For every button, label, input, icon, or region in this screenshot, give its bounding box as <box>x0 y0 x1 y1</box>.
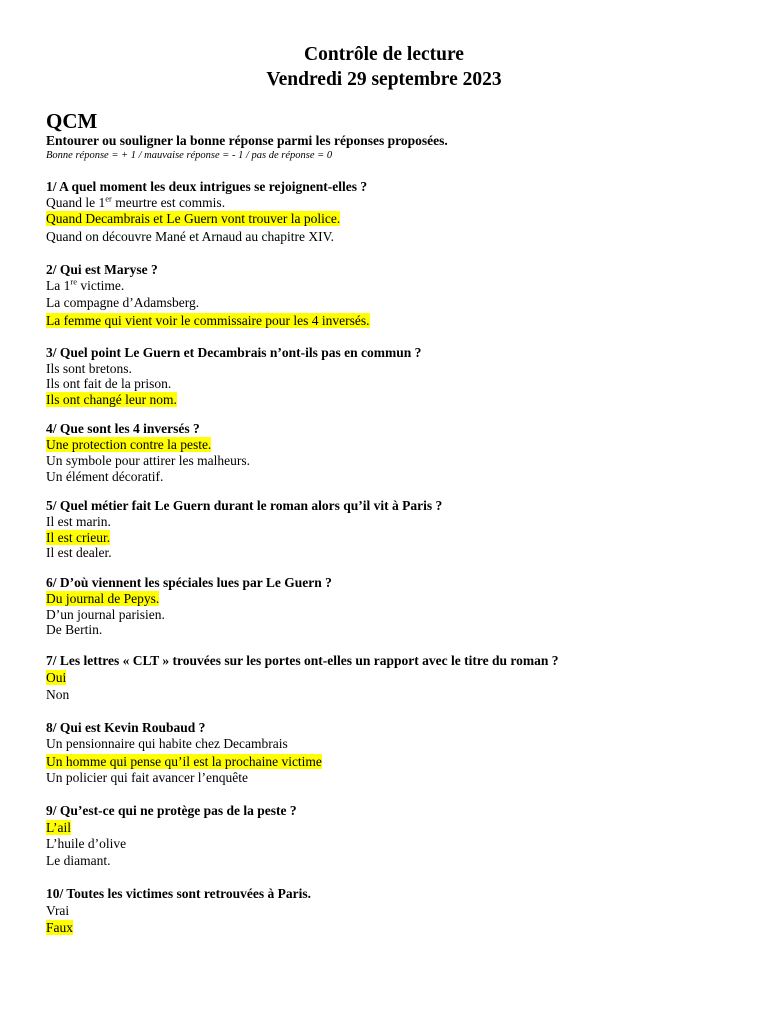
answer-option-correct[interactable] <box>46 392 177 408</box>
answer-option[interactable] <box>46 295 199 311</box>
answer-text: Faux <box>46 920 73 935</box>
answer-option-correct[interactable] <box>46 437 211 453</box>
answer-option[interactable] <box>46 687 69 703</box>
answer-text: Un symbole pour attirer les malheurs. <box>46 453 250 468</box>
answer-option[interactable] <box>46 361 132 377</box>
question-text: 1/ A quel moment les deux intrigues se rejoignent-elles ? <box>46 179 368 194</box>
answer-text: D’un journal parisien. <box>46 607 165 622</box>
document-title: Contrôle de lecture <box>304 44 464 65</box>
answer-option-correct[interactable] <box>46 754 322 770</box>
question-text: 8/ Qui est Kevin Roubaud ? <box>46 720 206 735</box>
answer-text: Vrai <box>46 903 70 918</box>
answer-text: Un pensionnaire qui habite chez Decambrais <box>46 736 288 751</box>
section-title: QCM <box>46 109 98 133</box>
answer-option-correct[interactable] <box>46 211 340 227</box>
question-text: 6/ D’où viennent les spéciales lues par Le Guern ? <box>46 575 332 590</box>
question-text: 7/ Les lettres « CLT » trouvées sur les portes ont-elles un rapport avec le titre du roman ? <box>46 653 559 668</box>
answer-text: Une protection contre la peste. <box>46 437 212 452</box>
question-text: 9/ Qu’est-ce qui ne protège pas de la peste ? <box>46 803 297 818</box>
answer-option-correct[interactable] <box>46 670 66 686</box>
answer-option[interactable] <box>46 736 288 752</box>
question-text: 10/ Toutes les victimes sont retrouvées à Paris. <box>46 886 311 901</box>
instructions: Entourer ou souligner la bonne réponse parmi les réponses proposées. <box>46 133 448 148</box>
scoring-rules: Bonne réponse = + 1 / mauvaise réponse = - 1 / pas de réponse = 0 <box>46 150 333 161</box>
answer-text: Un homme qui pense qu’il est la prochaine victime <box>46 754 322 769</box>
answer-text: Non <box>46 687 70 702</box>
answer-option[interactable] <box>46 453 250 469</box>
answer-option[interactable] <box>46 545 112 561</box>
answer-text: La 1re victime. <box>46 276 125 293</box>
document-date: Vendredi 29 septembre 2023 <box>266 69 502 90</box>
answer-text: La compagne d’Adamsberg. <box>46 295 200 310</box>
answer-text: Quand on découvre Mané et Arnaud au chapitre XIV. <box>46 229 335 244</box>
answer-text: Ils ont changé leur nom. <box>46 392 177 407</box>
question-text: 5/ Quel métier fait Le Guern durant le roman alors qu’il vit à Paris ? <box>46 498 443 513</box>
answer-option-correct[interactable] <box>46 530 110 546</box>
answer-text: Ils sont bretons. <box>46 361 132 376</box>
answer-option[interactable] <box>46 622 102 638</box>
answer-text: Le diamant. <box>46 853 111 868</box>
answer-text: Quand le 1er meurtre est commis. <box>46 193 226 210</box>
answer-option-correct[interactable] <box>46 920 73 936</box>
answer-text: L’ail <box>46 820 71 835</box>
answer-text: De Bertin. <box>46 622 103 637</box>
answer-text: Il est marin. <box>46 514 111 529</box>
answer-option[interactable] <box>46 836 126 852</box>
answer-text: Un élément décoratif. <box>46 469 164 484</box>
question-text: 4/ Que sont les 4 inversés ? <box>46 421 200 436</box>
answer-text: Un policier qui fait avancer l’enquête <box>46 770 249 785</box>
answer-text: Oui <box>46 670 67 685</box>
answer-option[interactable] <box>46 195 225 211</box>
answer-text: Du journal de Pepys. <box>46 591 160 606</box>
answer-option-correct[interactable] <box>46 591 159 607</box>
answer-option[interactable] <box>46 469 163 485</box>
answer-text: Il est crieur. <box>46 530 111 545</box>
answer-text: L’huile d’olive <box>46 836 127 851</box>
answer-text: Il est dealer. <box>46 545 112 560</box>
answer-option[interactable] <box>46 229 334 245</box>
answer-text: La femme qui vient voir le commissaire pour les 4 inversés. <box>46 313 370 328</box>
answer-option[interactable] <box>46 514 111 530</box>
answer-option[interactable] <box>46 903 69 919</box>
answer-option[interactable] <box>46 607 165 623</box>
answer-option[interactable] <box>46 853 110 869</box>
answer-option[interactable] <box>46 278 124 294</box>
answer-option-correct[interactable] <box>46 313 370 329</box>
answer-text: Ils ont fait de la prison. <box>46 376 172 391</box>
answer-option[interactable] <box>46 770 248 786</box>
answer-text: Quand Decambrais et Le Guern vont trouver la police. <box>46 211 341 226</box>
answer-option-correct[interactable] <box>46 820 71 836</box>
answer-option[interactable] <box>46 376 171 392</box>
question-text: 2/ Qui est Maryse ? <box>46 262 158 277</box>
question-text: 3/ Quel point Le Guern et Decambrais n’ont-ils pas en commun ? <box>46 345 422 360</box>
